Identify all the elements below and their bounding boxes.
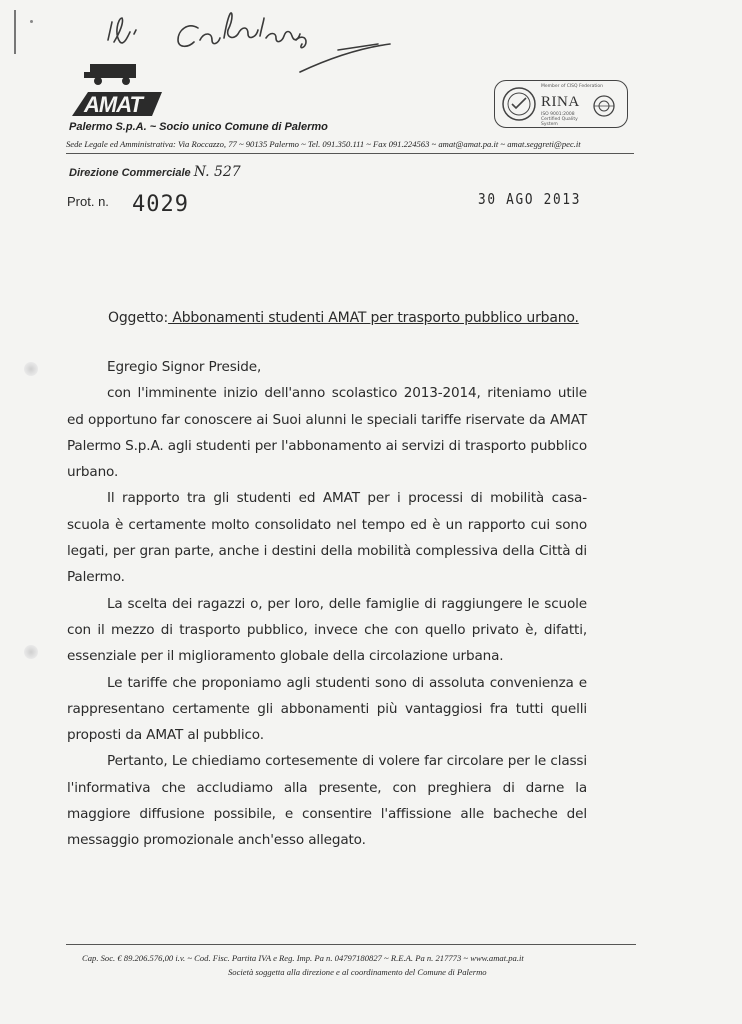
salutation: Egregio Signor Preside, — [107, 359, 262, 375]
subject-label: Oggetto: — [108, 310, 169, 326]
body-paragraph: Pertanto, Le chiediamo cortesemente di volere far circolare per le classi l'informativa che accludiamo alla presente, con preghiera di darne la maggiore diffusione possibile, e consentire l'affissione alle bacheche del messaggio promozionale anch'esso allegato. — [67, 753, 587, 849]
department-label: Direzione Commerciale — [69, 167, 191, 179]
rina-certification-badge — [494, 80, 628, 128]
department-line — [69, 164, 241, 180]
punch-hole-mark — [24, 645, 38, 659]
footer-governance-note: Società soggetta alla direzione e al coordinamento del Comune di Palermo — [228, 967, 487, 977]
protocol-number: 4029 — [132, 192, 189, 217]
footer-divider — [66, 944, 636, 945]
iso-cert-text: ISO 9001:2008 Certified Quality System — [541, 112, 578, 127]
footer-company-info: Cap. Soc. € 89.206.576,00 i.v. ~ Cod. Fisc. Partita IVA e Reg. Imp. Pa n. 04797180827 ~ R.E.A. Pa n. 217773 ~ www.amat.pa.it — [82, 953, 524, 963]
protocol-date-stamp: 30 AGO 2013 — [478, 190, 582, 208]
punch-hole-mark — [24, 362, 38, 376]
scan-edge-mark — [14, 10, 16, 54]
certification-seal-icon — [501, 86, 537, 122]
subject-line — [108, 310, 579, 326]
department-number: N. 527 — [193, 164, 241, 180]
scan-edge-dot — [30, 20, 33, 23]
cisq-member-text: Member of CISQ Federation — [541, 84, 603, 89]
letterhead-divider — [66, 153, 634, 154]
letter-body — [67, 352, 587, 854]
body-paragraph: La scelta dei ragazzi o, per loro, delle famiglie di raggiungere le scuole con il mezzo di trasporto pubblico, invece che con quello privato è, difatti, essenziale per il miglioramento globale della circolazione urbana. — [67, 595, 587, 665]
body-paragraph: Le tariffe che proponiamo agli studenti sono di assoluta convenienza e rappresentano certamente gli abbonamenti più vantaggiosi fra tutti quelli proposti da AMAT al pubblico. — [67, 674, 587, 744]
rina-brand: RINA — [541, 94, 580, 110]
amat-logo — [66, 62, 166, 120]
logo-wordmark: AMAT — [84, 92, 142, 117]
body-paragraph: con l'imminente inizio dell'anno scolastico 2013-2014, riteniamo utile ed opportuno far conoscere ai Suoi alunni le speciali tariffe riservate da AMAT Palermo S.p.A. agli studenti per l'abbonamento ai servizi di trasporto pubblico urbano. — [67, 385, 587, 481]
body-paragraph: Il rapporto tra gli studenti ed AMAT per i processi di mobilità casa-scuola è certamente molto consolidato nel tempo ed è un rapporto cui sono legati, per gran parte, anche i destini della mobilità complessiva della Città di Palermo. — [67, 490, 587, 586]
subject-text: Abbonamenti studenti AMAT per trasporto pubblico urbano. — [168, 310, 579, 326]
company-line: Palermo S.p.A. ~ Socio unico Comune di Palermo — [69, 121, 328, 133]
address-line: Sede Legale ed Amministrativa: Via Roccazzo, 77 ~ 90135 Palermo ~ Tel. 091.350.111 ~ Fax 091.224563 ~ amat@amat.pa.it ~ amat.seggreti@pec.it — [66, 139, 581, 149]
iqnet-seal-icon — [592, 94, 616, 118]
protocol-label: Prot. n. — [67, 194, 109, 209]
